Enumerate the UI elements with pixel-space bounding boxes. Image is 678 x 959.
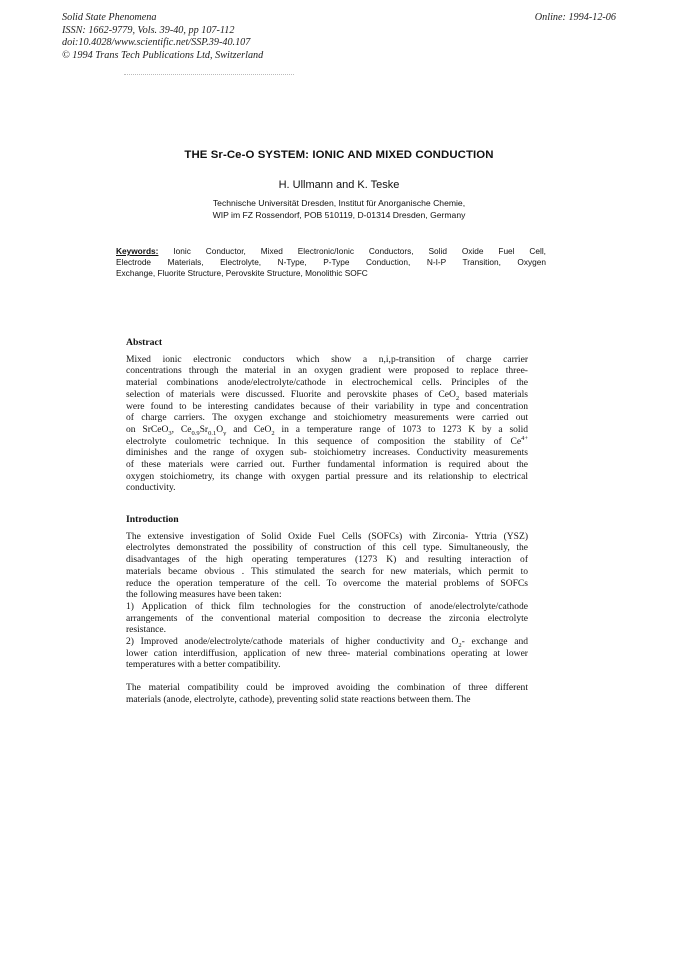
- text-line: 1) Application of thick film technologies for the construction of anode/electrolyte/cathode: [126, 600, 528, 612]
- affiliation-line: WIP im FZ Rossendorf, POB 510119, D-01314 Dresden, Germany: [212, 210, 466, 220]
- text-line: The extensive investigation of Solid Oxide Fuel Cells (SOFCs) with Zirconia- Yttria (YSZ): [126, 530, 528, 542]
- scan-artifact: [124, 74, 294, 76]
- text-line: electrolytes demonstrated the possibility of construction of this cell type. Simultaneously, the: [126, 542, 528, 554]
- text-line: oxygen stoichiometry, its change with oxygen partial pressure and its relationship to electrical: [126, 470, 528, 482]
- issn-line: ISSN: 1662-9779, Vols. 39-40, pp 107-112: [62, 24, 235, 36]
- introduction-paragraph-2: [126, 682, 528, 705]
- text-line: electrolyte coulometric technique. In this sequence of composition the stability of $Ce^{4+}$: [126, 435, 528, 447]
- text-line: reduce the operation temperature of the cell. To overcome the material problems of SOFCs: [126, 577, 528, 589]
- text-line: conductivity.: [126, 482, 176, 494]
- introduction-section: [126, 514, 528, 706]
- keywords-block: [116, 246, 546, 279]
- abstract-section: [126, 337, 528, 494]
- keywords-line: Exchange, Fluorite Structure, Perovskite Structure, Monolithic SOFC: [116, 268, 368, 278]
- text-line: were found to be interesting candidates because of their variability in type and concentration: [126, 400, 528, 412]
- affiliation: [0, 197, 678, 221]
- text-line: material combinations anode/electrolyte/cathode in electrochemical cells. Principles of the: [126, 377, 528, 389]
- text-line: The material compatibility could be improved avoiding the combination of three different: [126, 682, 528, 694]
- text-line: resistance.: [126, 624, 167, 636]
- abstract-body: [126, 354, 528, 494]
- paper-title: THE Sr-Ce-O SYSTEM: IONIC AND MIXED CONDUCTION: [184, 149, 494, 161]
- affiliation-line: Technische Universität Dresden, Institut für Anorganische Chemie,: [212, 198, 466, 208]
- introduction-paragraph-1: [126, 531, 528, 671]
- keywords-text: Ionic Conductor, Mixed Electronic/Ionic Conductors, Solid Oxide Fuel Cell,: [173, 246, 546, 256]
- online-date: Online: 1994-12-06: [534, 12, 616, 23]
- text-line: Mixed ionic electronic conductors which show a n,i,p-transition of charge carrier: [126, 353, 528, 365]
- keywords-label: Keywords:: [116, 246, 159, 256]
- text-line: temperatures with a better compatibility.: [126, 659, 281, 671]
- journal-name: Solid State Phenomena: [62, 12, 157, 23]
- copyright-line: © 1994 Trans Tech Publications Ltd, Switzerland: [62, 49, 264, 61]
- text-line: 2) Improved anode/electrolyte/cathode materials of higher conductivity and $O_2-$ exchange and: [126, 636, 528, 648]
- text-line: disadvantages of the high operating temperatures (1273 K) and resulting interaction of: [126, 554, 528, 566]
- paper-authors: H. Ullmann and K. Teske: [278, 179, 400, 191]
- text-line: diminishes and the range of oxygen sub- stoichiometry increases. Conductivity measurements: [126, 447, 528, 459]
- text-line: selection of materials were discussed. Fluorite and perovskite phases of CeO$_2$ based materials: [126, 388, 528, 401]
- text-line: materials (anode, electrolyte, cathode), preventing solid state reactions between them. The: [126, 693, 471, 705]
- text-line: arrangements of the conventional material composition to decrease the zirconia electrolyte: [126, 612, 528, 624]
- introduction-heading: Introduction: [126, 514, 179, 525]
- text-line: of charge carriers. The oxygen exchange and stoichiometry measurements were carried out: [126, 412, 528, 424]
- text-line: lower cation interdiffusion, application of new three- material combinations operating at lower: [126, 647, 528, 659]
- text-line: concentrations through the material in an oxygen gradient were proposed to replace three-: [126, 365, 528, 377]
- keywords-line: Electrode Materials, Electrolyte, N-Type, P-Type Conduction, N-I-P Transition, Oxygen: [116, 257, 546, 267]
- text-line: on SrCeO$_3$, $Ce_{0.9}Sr_{0.1}O_y$ and CeO$_2$ in a temperature range of 1073 to 1273 K by a solid: [126, 423, 528, 436]
- abstract-heading: Abstract: [126, 337, 163, 348]
- doi-line: doi:10.4028/www.scientific.net/SSP.39-40.107: [62, 37, 251, 49]
- text-line: materials became obvious . This stimulated the search for new materials, which permit to: [126, 565, 528, 577]
- keywords-line: [116, 246, 546, 257]
- journal-header: [62, 12, 263, 62]
- text-line: the following measures have been taken:: [126, 589, 282, 601]
- text-line: of these materials were carried out. Further fundamental information is required about the: [126, 459, 528, 471]
